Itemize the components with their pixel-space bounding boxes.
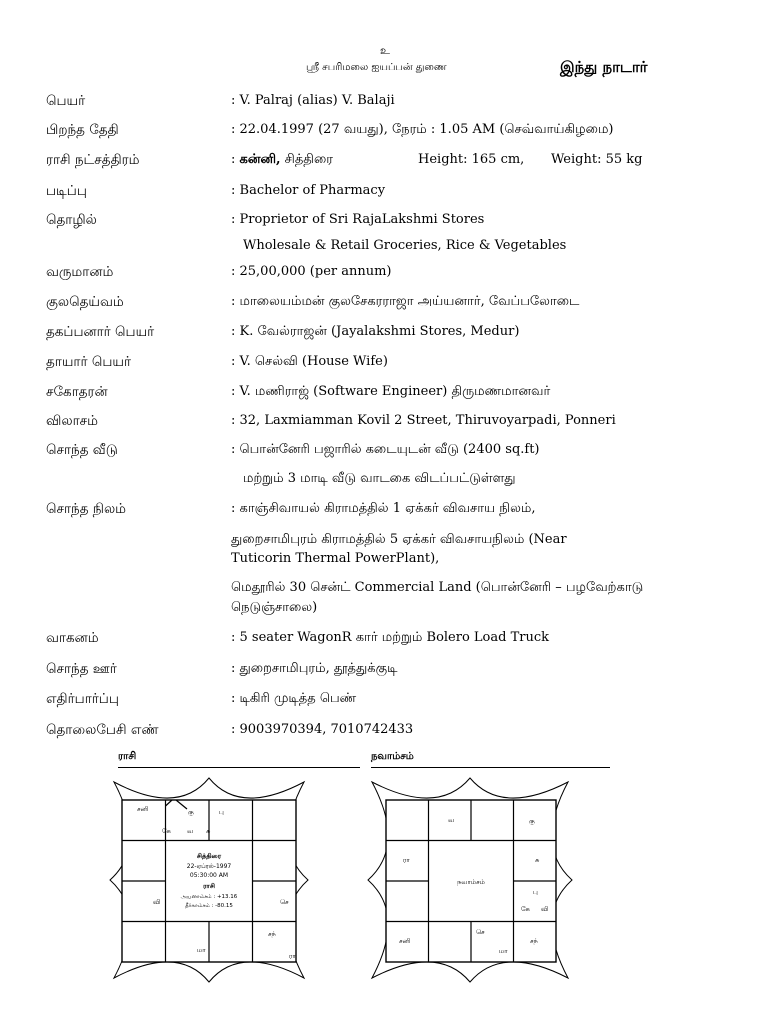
- navamsa-chart-title: நவாம்சம்: [371, 751, 414, 762]
- navamsa-cell-text: சந்: [530, 937, 538, 945]
- field-label: வருமானம்: [46, 264, 114, 280]
- navamsa-title-rule: [371, 767, 610, 768]
- rasi-cell-text: செ: [280, 898, 289, 906]
- field-label: எதிர்பார்ப்பு: [46, 691, 119, 707]
- own-land-line2: துறைசாமிபுரம் கிராமத்தில் 5 ஏக்கர் விவசாயநிலம் (Near: [231, 532, 567, 547]
- field-label: சொந்த ஊர்: [46, 661, 117, 677]
- own-land-line3: Tuticorin Thermal PowerPlant),: [231, 551, 440, 566]
- field-value: : V. செல்வி (House Wife): [231, 354, 388, 369]
- rasi-value: கன்னி,: [239, 152, 281, 167]
- field-value: : 25,00,000 (per annum): [231, 264, 392, 279]
- field-value: : டிகிரி முடித்த பெண்: [231, 691, 357, 706]
- field-label: பிறந்த தேதி: [46, 122, 119, 138]
- field-label: படிப்பு: [46, 183, 87, 199]
- field-value: : 22.04.1997 (27 வயது), நேரம் : 1.05 AM (செவ்வாய்கிழமை): [231, 122, 614, 137]
- field-label: வாகனம்: [46, 630, 99, 646]
- field-value: : பொன்னேரி பஜாரில் கடையுடன் வீடு (2400 sq.ft): [231, 442, 540, 457]
- field-label: விலாசம்: [46, 413, 98, 429]
- own-land-line4: மெதூரில் 30 சென்ட் Commercial Land (பொன்னேரி – பழவேற்காடு: [231, 580, 644, 595]
- field-row-mother: [0, 354, 768, 374]
- field-value: : V. Palraj (alias) V. Balaji: [231, 93, 395, 108]
- field-row-brother: [0, 384, 768, 404]
- rasi-center-line: 22-ஏப்ரல்-1997: [186, 863, 232, 870]
- height-value: Height: 165 cm,: [418, 152, 525, 167]
- rasi-cell-text: சந்: [268, 930, 276, 938]
- weight-value: Weight: 55 kg: [551, 152, 643, 167]
- field-row-own-house: [0, 442, 768, 462]
- top-symbol: உ: [380, 44, 390, 57]
- field-row-address: [0, 413, 768, 433]
- field-value: : V. மணிராஜ் (Software Engineer) திருமணமானவர்: [231, 384, 551, 399]
- field-row-rasi: [0, 152, 768, 172]
- navamsa-cell-text: ரா: [403, 856, 410, 864]
- field-value: : K. வேல்ராஜன் (Jayalakshmi Stores, Medur): [231, 324, 520, 339]
- field-row-education: [0, 183, 768, 203]
- field-value: : 5 seater WagonR கார் மற்றும் Bolero Load Truck: [231, 630, 550, 645]
- field-row-dob: [0, 122, 768, 142]
- field-row-father: [0, 324, 768, 344]
- field-row-occupation: [0, 212, 768, 232]
- field-row-income: [0, 264, 768, 284]
- rasi-center-line: தீர்காம்சம் : -80.15: [185, 903, 233, 909]
- rasi-center-line: அயனாம்சம் : +13.16: [180, 894, 238, 900]
- navamsa-cell-text: செ: [476, 928, 485, 936]
- field-value: : 32, Laxmiamman Kovil 2 Street, Thiruvoyarpadi, Ponneri: [231, 413, 616, 428]
- rasi-cell-text: பு: [219, 808, 224, 816]
- navamsa-cell-text: சு: [535, 856, 540, 864]
- field-label: தொலைபேசி எண்: [46, 722, 159, 738]
- field-row-name: [0, 93, 768, 113]
- field-value: : காஞ்சிவாயல் கிராமத்தில் 1 ஏக்கர் விவசாய நிலம்,: [231, 501, 536, 516]
- field-value: [231, 152, 333, 168]
- field-label: சொந்த நிலம்: [46, 501, 127, 517]
- field-row-phone: [0, 722, 768, 742]
- rasi-chart-title: ராசி: [118, 751, 137, 762]
- field-row-kula-deivam: [0, 294, 768, 314]
- navamsa-cell-text: வ: [448, 816, 455, 824]
- community-heading: இந்து நாடார்: [560, 58, 648, 76]
- rasi-title-rule: [118, 767, 360, 768]
- navamsa-cell-text: கு: [529, 817, 535, 825]
- own-house-line2: மற்றும் 3 மாடி வீடு வாடகை விடப்பட்டுள்ளது: [243, 471, 516, 486]
- navamsa-cell-text: வி: [541, 905, 549, 913]
- field-value: : 9003970394, 7010742433: [231, 722, 414, 737]
- rasi-center-line: 05:30:00 AM: [189, 872, 229, 879]
- blessing-line: ஸ்ரீ சபரிமலை ஐயப்பன் துணை: [306, 62, 447, 73]
- field-row-vehicle: [0, 630, 768, 650]
- field-label: தொழில்: [46, 212, 97, 228]
- field-value: : துறைசாமிபுரம், தூத்துக்குடி: [231, 661, 398, 676]
- navamsa-cell-text: கே: [521, 905, 530, 913]
- rasi-chart: [108, 776, 310, 984]
- field-row-native: [0, 661, 768, 681]
- rasi-cell-text: சு: [206, 827, 211, 835]
- star-value: சித்திரை: [280, 152, 333, 167]
- navamsa-cell-text: மா: [499, 947, 508, 955]
- field-value: : Proprietor of Sri RajaLakshmi Stores: [231, 212, 485, 227]
- rasi-center-line: சித்திரை: [196, 852, 222, 860]
- navamsa-chart: [366, 776, 574, 984]
- rasi-cell-text: ரா: [289, 952, 296, 960]
- field-label: தாயார் பெயர்: [46, 354, 132, 370]
- rasi-cell-text: சனி: [137, 805, 149, 813]
- field-row-own-land: [0, 501, 768, 521]
- rasi-cell-text: கே: [162, 827, 171, 835]
- field-label: சொந்த வீடு: [46, 442, 118, 458]
- field-label: ராசி நட்சத்திரம்: [46, 152, 140, 168]
- field-value: : Bachelor of Pharmacy: [231, 183, 386, 198]
- field-row-expectation: [0, 691, 768, 711]
- navamsa-cell-text: பு: [533, 888, 538, 896]
- rasi-cell-text: வ: [187, 827, 194, 835]
- rasi-cell-text: வி: [153, 898, 161, 906]
- rasi-center-line: ராசி: [203, 882, 215, 890]
- field-label: பெயர்: [46, 93, 86, 109]
- occupation-line2: Wholesale & Retail Groceries, Rice & Vegetables: [243, 238, 567, 253]
- navamsa-center-label: நவாம்சம்: [457, 878, 485, 886]
- rasi-prefix: :: [231, 152, 240, 167]
- field-label: சகோதரன்: [46, 384, 108, 400]
- rasi-cell-text: கு: [188, 808, 194, 816]
- navamsa-cell-text: சனி: [399, 937, 411, 945]
- own-land-line5: நெடுஞ்சாலை): [231, 600, 318, 615]
- field-label: குலதெய்வம்: [46, 294, 124, 310]
- field-label: தகப்பனார் பெயர்: [46, 324, 155, 340]
- field-value: : மாலையம்மன் குலசேகரராஜா அய்யனார், வேப்பலோடை: [231, 294, 580, 309]
- rasi-cell-text: மா: [197, 946, 206, 954]
